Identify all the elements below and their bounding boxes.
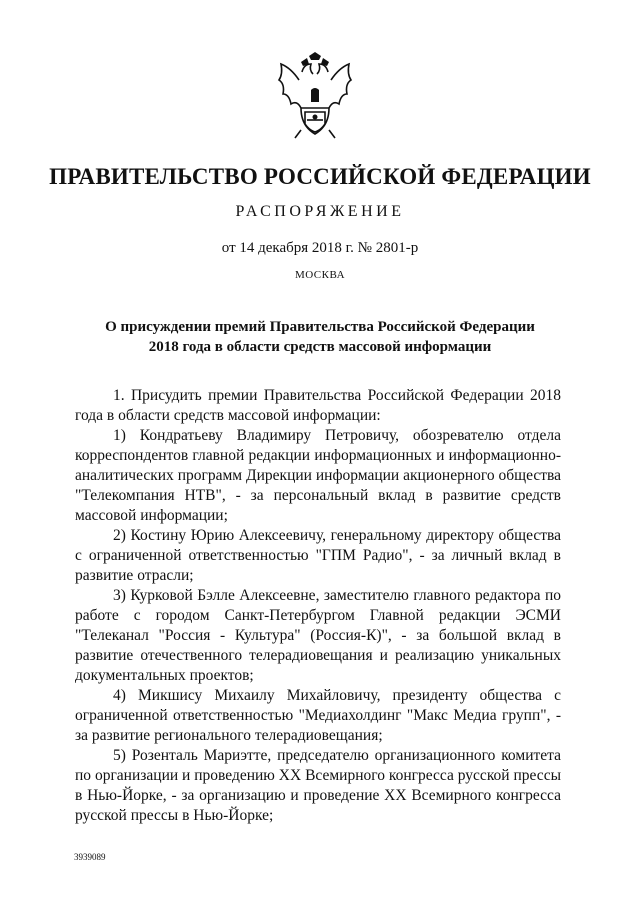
subject-line-1: О присуждении премий Правительства Российской Федерации	[105, 319, 535, 335]
paragraph-item-1: 1) Кондратьеву Владимиру Петровичу, обозревателю отдела корреспондентов главной редакции информационных и информационно-аналитических программ Дирекции информации акционерного общества "Телекомпания НТВ", - за персональный вклад в развитие средств массовой информации;	[75, 427, 561, 524]
document-type: РАСПОРЯЖЕНИЕ	[235, 203, 405, 220]
paragraph-1: 1. Присудить премии Правительства Российской Федерации 2018 года в области средств массовой информации:	[75, 387, 561, 424]
government-title: ПРАВИТЕЛЬСТВО РОССИЙСКОЙ ФЕДЕРАЦИИ	[49, 164, 591, 189]
document-code: 3939089	[74, 852, 106, 862]
document-city: МОСКВА	[294, 269, 346, 281]
document-date-number: от 14 декабря 2018 г. № 2801-р	[221, 240, 419, 256]
document-body	[75, 386, 561, 826]
paragraph-item-4: 4) Микшису Михаилу Михайловичу, президенту общества с ограниченной ответственностью "Медиахолдинг "Макс Медиа групп", - за развитие регионального телерадиовещания;	[75, 687, 561, 744]
paragraph-item-3: 3) Курковой Бэлле Алексеевне, заместителю главного редактора по работе с городом Санкт-Петербургом Главной редакции ЭСМИ "Телеканал "Россия - Культура" (Россия-К)", - за большой вклад в развитие отечественного телерадиовещания и реализацию уникальных документальных проектов;	[75, 587, 561, 684]
paragraph-item-5: 5) Розенталь Мариэтте, председателю организационного комитета по организации и проведению XX Всемирного конгресса русской прессы в Нью-Йорке, - за организацию и проведение XX Всемирного конгресса русской прессы в Нью-Йорке;	[75, 747, 561, 824]
double-headed-eagle-icon	[271, 50, 359, 142]
paragraph-item-2: 2) Костину Юрию Алексеевичу, генеральному директору общества с ограниченной ответственностью "ГПМ Радио", - за личный вклад в развитие отрасли;	[75, 527, 561, 584]
subject-line-2: 2018 года в области средств массовой информации	[148, 339, 492, 355]
document-subject	[0, 317, 640, 357]
